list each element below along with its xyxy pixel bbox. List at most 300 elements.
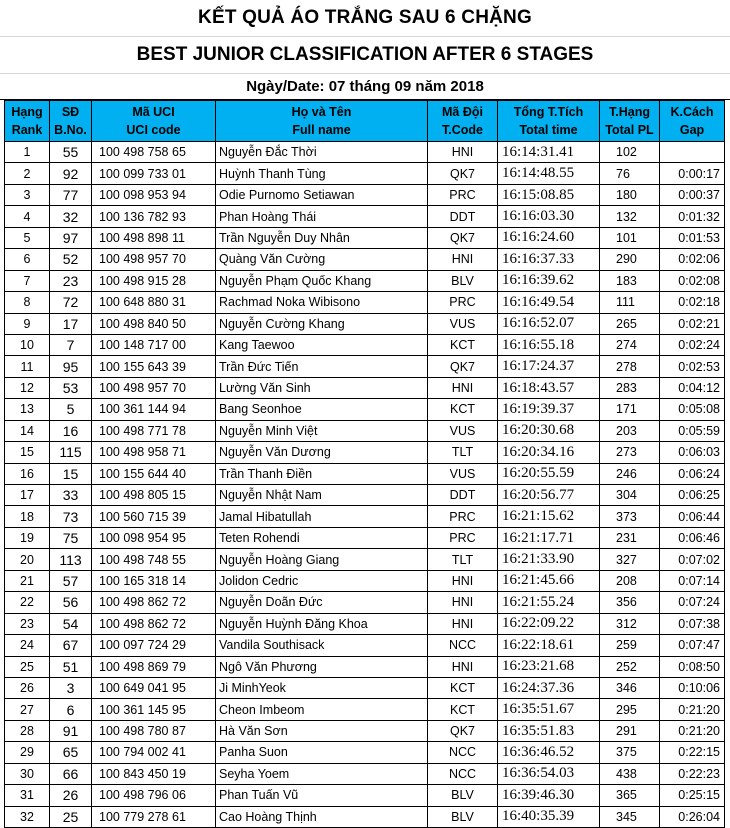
cell-time: 16:20:34.16 [498, 442, 600, 463]
cell-team: DDT [428, 206, 498, 227]
cell-name: Nguyễn Nhật Nam [216, 485, 428, 506]
cell-rank: 12 [5, 377, 50, 398]
cell-time: 16:20:30.68 [498, 420, 600, 441]
cell-name: Seyha Yoem [216, 763, 428, 784]
cell-pl: 290 [600, 249, 660, 270]
cell-gap [660, 142, 725, 163]
cell-pl: 76 [600, 163, 660, 184]
table-row [5, 570, 725, 591]
col-header-gap: K.Cách Gap [660, 101, 725, 142]
cell-team: PRC [428, 184, 498, 205]
cell-uci: 100 649 041 95 [92, 677, 216, 698]
cell-pl: 346 [600, 677, 660, 698]
cell-pl: 132 [600, 206, 660, 227]
cell-bno: 16 [50, 420, 92, 441]
cell-pl: 345 [600, 806, 660, 827]
cell-team: PRC [428, 506, 498, 527]
table-body [5, 142, 725, 828]
cell-bno: 95 [50, 356, 92, 377]
cell-uci: 100 361 145 95 [92, 699, 216, 720]
cell-bno: 25 [50, 806, 92, 827]
cell-uci: 100 498 957 70 [92, 377, 216, 398]
cell-pl: 283 [600, 377, 660, 398]
cell-team: TLT [428, 442, 498, 463]
cell-team: PRC [428, 527, 498, 548]
cell-time: 16:21:17.71 [498, 527, 600, 548]
cell-uci: 100 361 144 94 [92, 399, 216, 420]
table-row [5, 206, 725, 227]
cell-gap: 0:07:38 [660, 613, 725, 634]
col-header-name: Họ và Tên Full name [216, 101, 428, 142]
cell-gap: 0:06:25 [660, 485, 725, 506]
table-row [5, 656, 725, 677]
cell-name: Ji MinhYeok [216, 677, 428, 698]
cell-time: 16:16:37.33 [498, 249, 600, 270]
cell-pl: 252 [600, 656, 660, 677]
cell-gap: 0:22:23 [660, 763, 725, 784]
cell-time: 16:24:37.36 [498, 677, 600, 698]
table-row [5, 292, 725, 313]
cell-rank: 19 [5, 527, 50, 548]
cell-uci: 100 498 748 55 [92, 549, 216, 570]
cell-name: Trần Thanh Điền [216, 463, 428, 484]
cell-uci: 100 148 717 00 [92, 334, 216, 355]
table-row [5, 763, 725, 784]
cell-time: 16:20:55.59 [498, 463, 600, 484]
cell-team: BLV [428, 270, 498, 291]
cell-bno: 3 [50, 677, 92, 698]
cell-gap: 0:06:44 [660, 506, 725, 527]
cell-bno: 23 [50, 270, 92, 291]
cell-name: Phan Tuấn Vũ [216, 785, 428, 806]
cell-time: 16:40:35.39 [498, 806, 600, 827]
cell-bno: 56 [50, 592, 92, 613]
cell-uci: 100 779 278 61 [92, 806, 216, 827]
cell-team: HNI [428, 613, 498, 634]
cell-bno: 77 [50, 184, 92, 205]
cell-time: 16:21:45.66 [498, 570, 600, 591]
cell-team: HNI [428, 249, 498, 270]
cell-name: Kang Taewoo [216, 334, 428, 355]
cell-team: QK7 [428, 720, 498, 741]
cell-time: 16:22:09.22 [498, 613, 600, 634]
cell-time: 16:22:18.61 [498, 635, 600, 656]
cell-bno: 5 [50, 399, 92, 420]
cell-pl: 375 [600, 742, 660, 763]
cell-name: Nguyễn Phạm Quốc Khang [216, 270, 428, 291]
cell-uci: 100 498 805 15 [92, 485, 216, 506]
cell-rank: 29 [5, 742, 50, 763]
cell-pl: 231 [600, 527, 660, 548]
cell-time: 16:18:43.57 [498, 377, 600, 398]
col-header-rank: Hạng Rank [5, 101, 50, 142]
cell-bno: 97 [50, 227, 92, 248]
cell-pl: 304 [600, 485, 660, 506]
cell-bno: 52 [50, 249, 92, 270]
cell-uci: 100 498 862 72 [92, 613, 216, 634]
cell-pl: 259 [600, 635, 660, 656]
cell-uci: 100 155 643 39 [92, 356, 216, 377]
cell-gap: 0:00:37 [660, 184, 725, 205]
cell-uci: 100 498 796 06 [92, 785, 216, 806]
cell-name: Nguyễn Huỳnh Đăng Khoa [216, 613, 428, 634]
cell-time: 16:17:24.37 [498, 356, 600, 377]
cell-time: 16:15:08.85 [498, 184, 600, 205]
cell-name: Panha Suon [216, 742, 428, 763]
cell-gap: 0:26:04 [660, 806, 725, 827]
cell-name: Nguyễn Minh Việt [216, 420, 428, 441]
cell-rank: 26 [5, 677, 50, 698]
cell-uci: 100 498 957 70 [92, 249, 216, 270]
cell-uci: 100 498 958 71 [92, 442, 216, 463]
cell-gap: 0:21:20 [660, 720, 725, 741]
cell-bno: 15 [50, 463, 92, 484]
cell-gap: 0:00:17 [660, 163, 725, 184]
cell-uci: 100 843 450 19 [92, 763, 216, 784]
table-row [5, 334, 725, 355]
cell-pl: 274 [600, 334, 660, 355]
cell-pl: 312 [600, 613, 660, 634]
cell-uci: 100 498 898 11 [92, 227, 216, 248]
cell-uci: 100 648 880 31 [92, 292, 216, 313]
table-row [5, 506, 725, 527]
cell-bno: 7 [50, 334, 92, 355]
cell-gap: 0:02:08 [660, 270, 725, 291]
cell-gap: 0:01:32 [660, 206, 725, 227]
table-row [5, 485, 725, 506]
table-row [5, 806, 725, 827]
cell-rank: 28 [5, 720, 50, 741]
cell-team: KCT [428, 399, 498, 420]
cell-pl: 356 [600, 592, 660, 613]
table-row [5, 227, 725, 248]
cell-pl: 373 [600, 506, 660, 527]
cell-bno: 73 [50, 506, 92, 527]
table-row [5, 592, 725, 613]
cell-rank: 14 [5, 420, 50, 441]
cell-rank: 20 [5, 549, 50, 570]
cell-pl: 102 [600, 142, 660, 163]
cell-team: BLV [428, 806, 498, 827]
cell-rank: 25 [5, 656, 50, 677]
header-row [5, 101, 725, 142]
cell-rank: 21 [5, 570, 50, 591]
cell-team: VUS [428, 313, 498, 334]
cell-rank: 24 [5, 635, 50, 656]
cell-rank: 32 [5, 806, 50, 827]
cell-gap: 0:02:21 [660, 313, 725, 334]
cell-gap: 0:21:20 [660, 699, 725, 720]
cell-team: NCC [428, 763, 498, 784]
cell-pl: 101 [600, 227, 660, 248]
cell-gap: 0:02:53 [660, 356, 725, 377]
cell-team: BLV [428, 785, 498, 806]
cell-name: Nguyễn Doãn Đức [216, 592, 428, 613]
cell-bno: 32 [50, 206, 92, 227]
table-row [5, 742, 725, 763]
cell-bno: 17 [50, 313, 92, 334]
cell-gap: 0:06:46 [660, 527, 725, 548]
cell-bno: 26 [50, 785, 92, 806]
cell-time: 16:16:03.30 [498, 206, 600, 227]
cell-team: HNI [428, 592, 498, 613]
cell-name: Lường Văn Sinh [216, 377, 428, 398]
cell-uci: 100 498 862 72 [92, 592, 216, 613]
cell-uci: 100 097 724 29 [92, 635, 216, 656]
table-row [5, 677, 725, 698]
cell-team: PRC [428, 292, 498, 313]
classification-table [4, 100, 725, 828]
cell-rank: 11 [5, 356, 50, 377]
cell-gap: 0:06:24 [660, 463, 725, 484]
cell-bno: 91 [50, 720, 92, 741]
cell-pl: 278 [600, 356, 660, 377]
table-row [5, 699, 725, 720]
cell-rank: 10 [5, 334, 50, 355]
table-row [5, 785, 725, 806]
table-row [5, 420, 725, 441]
table-row [5, 142, 725, 163]
cell-time: 16:35:51.83 [498, 720, 600, 741]
table-row [5, 163, 725, 184]
cell-rank: 9 [5, 313, 50, 334]
cell-time: 16:35:51.67 [498, 699, 600, 720]
cell-bno: 115 [50, 442, 92, 463]
cell-rank: 2 [5, 163, 50, 184]
cell-pl: 291 [600, 720, 660, 741]
cell-time: 16:16:49.54 [498, 292, 600, 313]
cell-time: 16:14:31.41 [498, 142, 600, 163]
cell-team: QK7 [428, 356, 498, 377]
cell-rank: 30 [5, 763, 50, 784]
cell-gap: 0:02:18 [660, 292, 725, 313]
cell-team: DDT [428, 485, 498, 506]
cell-gap: 0:07:14 [660, 570, 725, 591]
cell-rank: 4 [5, 206, 50, 227]
cell-name: Hà Văn Sơn [216, 720, 428, 741]
cell-uci: 100 098 954 95 [92, 527, 216, 548]
cell-bno: 75 [50, 527, 92, 548]
cell-gap: 0:22:15 [660, 742, 725, 763]
cell-name: Nguyễn Văn Dương [216, 442, 428, 463]
cell-rank: 17 [5, 485, 50, 506]
cell-gap: 0:04:12 [660, 377, 725, 398]
cell-time: 16:21:33.90 [498, 549, 600, 570]
table-row [5, 377, 725, 398]
cell-uci: 100 498 758 65 [92, 142, 216, 163]
cell-uci: 100 498 771 78 [92, 420, 216, 441]
cell-rank: 18 [5, 506, 50, 527]
cell-uci: 100 498 780 87 [92, 720, 216, 741]
table-row [5, 270, 725, 291]
col-header-pl: T.Hạng Total PL [600, 101, 660, 142]
cell-bno: 51 [50, 656, 92, 677]
cell-pl: 208 [600, 570, 660, 591]
cell-rank: 6 [5, 249, 50, 270]
cell-gap: 0:06:03 [660, 442, 725, 463]
cell-gap: 0:02:06 [660, 249, 725, 270]
cell-bno: 57 [50, 570, 92, 591]
cell-uci: 100 136 782 93 [92, 206, 216, 227]
table-row [5, 313, 725, 334]
cell-bno: 72 [50, 292, 92, 313]
cell-name: Cheon Imbeom [216, 699, 428, 720]
cell-gap: 0:05:08 [660, 399, 725, 420]
cell-time: 16:19:39.37 [498, 399, 600, 420]
cell-name: Teten Rohendi [216, 527, 428, 548]
cell-time: 16:39:46.30 [498, 785, 600, 806]
cell-time: 16:16:55.18 [498, 334, 600, 355]
cell-name: Odie Purnomo Setiawan [216, 184, 428, 205]
cell-uci: 100 498 915 28 [92, 270, 216, 291]
cell-team: QK7 [428, 163, 498, 184]
date-line: Ngày/Date: 07 tháng 09 năm 2018 [0, 74, 730, 100]
col-header-team: Mã Đội T.Code [428, 101, 498, 142]
page-subtitle: BEST JUNIOR CLASSIFICATION AFTER 6 STAGES [0, 37, 730, 74]
cell-pl: 111 [600, 292, 660, 313]
table-row [5, 184, 725, 205]
cell-pl: 365 [600, 785, 660, 806]
cell-name: Cao Hoàng Thịnh [216, 806, 428, 827]
cell-team: HNI [428, 142, 498, 163]
cell-pl: 180 [600, 184, 660, 205]
table-row [5, 463, 725, 484]
col-header-time: Tổng T.Tích Total time [498, 101, 600, 142]
cell-gap: 0:07:02 [660, 549, 725, 570]
table-row [5, 442, 725, 463]
cell-name: Nguyễn Đắc Thời [216, 142, 428, 163]
cell-rank: 7 [5, 270, 50, 291]
cell-name: Jolidon Cedric [216, 570, 428, 591]
col-header-uci: Mã UCI UCI code [92, 101, 216, 142]
cell-name: Trần Nguyễn Duy Nhân [216, 227, 428, 248]
cell-uci: 100 498 840 50 [92, 313, 216, 334]
cell-time: 16:23:21.68 [498, 656, 600, 677]
table-row [5, 356, 725, 377]
col-header-bno: SĐ B.No. [50, 101, 92, 142]
cell-team: HNI [428, 656, 498, 677]
page-title: KẾT QUẢ ÁO TRẮNG SAU 6 CHẶNG [0, 0, 730, 37]
cell-bno: 66 [50, 763, 92, 784]
cell-gap: 0:01:53 [660, 227, 725, 248]
table-row [5, 249, 725, 270]
cell-name: Bang Seonhoe [216, 399, 428, 420]
cell-bno: 6 [50, 699, 92, 720]
cell-team: KCT [428, 677, 498, 698]
cell-rank: 16 [5, 463, 50, 484]
cell-name: Rachmad Noka Wibisono [216, 292, 428, 313]
cell-time: 16:14:48.55 [498, 163, 600, 184]
cell-name: Jamal Hibatullah [216, 506, 428, 527]
table-row [5, 720, 725, 741]
cell-bno: 92 [50, 163, 92, 184]
cell-team: VUS [428, 463, 498, 484]
cell-team: TLT [428, 549, 498, 570]
cell-name: Vandila Southisack [216, 635, 428, 656]
cell-pl: 265 [600, 313, 660, 334]
cell-name: Ngô Văn Phương [216, 656, 428, 677]
cell-team: NCC [428, 742, 498, 763]
cell-time: 16:16:52.07 [498, 313, 600, 334]
cell-bno: 113 [50, 549, 92, 570]
table-row [5, 399, 725, 420]
cell-time: 16:21:15.62 [498, 506, 600, 527]
cell-rank: 1 [5, 142, 50, 163]
cell-name: Quàng Văn Cường [216, 249, 428, 270]
cell-team: KCT [428, 334, 498, 355]
cell-rank: 23 [5, 613, 50, 634]
cell-bno: 67 [50, 635, 92, 656]
cell-bno: 54 [50, 613, 92, 634]
cell-uci: 100 155 644 40 [92, 463, 216, 484]
table-row [5, 635, 725, 656]
cell-time: 16:36:46.52 [498, 742, 600, 763]
cell-rank: 27 [5, 699, 50, 720]
cell-pl: 183 [600, 270, 660, 291]
cell-bno: 33 [50, 485, 92, 506]
cell-time: 16:16:39.62 [498, 270, 600, 291]
cell-team: NCC [428, 635, 498, 656]
cell-rank: 5 [5, 227, 50, 248]
cell-uci: 100 794 002 41 [92, 742, 216, 763]
cell-bno: 65 [50, 742, 92, 763]
cell-team: HNI [428, 570, 498, 591]
cell-team: QK7 [428, 227, 498, 248]
cell-gap: 0:05:59 [660, 420, 725, 441]
cell-gap: 0:07:24 [660, 592, 725, 613]
cell-time: 16:16:24.60 [498, 227, 600, 248]
table-row [5, 613, 725, 634]
cell-team: VUS [428, 420, 498, 441]
cell-uci: 100 560 715 39 [92, 506, 216, 527]
cell-gap: 0:07:47 [660, 635, 725, 656]
cell-name: Trần Đức Tiến [216, 356, 428, 377]
cell-pl: 171 [600, 399, 660, 420]
cell-bno: 53 [50, 377, 92, 398]
cell-gap: 0:08:50 [660, 656, 725, 677]
cell-pl: 438 [600, 763, 660, 784]
cell-team: KCT [428, 699, 498, 720]
cell-rank: 13 [5, 399, 50, 420]
cell-uci: 100 099 733 01 [92, 163, 216, 184]
cell-uci: 100 098 953 94 [92, 184, 216, 205]
cell-gap: 0:10:06 [660, 677, 725, 698]
cell-rank: 22 [5, 592, 50, 613]
cell-pl: 327 [600, 549, 660, 570]
cell-pl: 246 [600, 463, 660, 484]
cell-rank: 15 [5, 442, 50, 463]
cell-gap: 0:25:15 [660, 785, 725, 806]
table-row [5, 527, 725, 548]
cell-pl: 273 [600, 442, 660, 463]
cell-name: Nguyễn Cường Khang [216, 313, 428, 334]
cell-pl: 295 [600, 699, 660, 720]
table-row [5, 549, 725, 570]
cell-time: 16:21:55.24 [498, 592, 600, 613]
cell-time: 16:36:54.03 [498, 763, 600, 784]
cell-rank: 31 [5, 785, 50, 806]
cell-rank: 8 [5, 292, 50, 313]
cell-name: Huỳnh Thanh Tùng [216, 163, 428, 184]
cell-pl: 203 [600, 420, 660, 441]
cell-time: 16:20:56.77 [498, 485, 600, 506]
cell-team: HNI [428, 377, 498, 398]
cell-name: Phan Hoàng Thái [216, 206, 428, 227]
cell-name: Nguyễn Hoàng Giang [216, 549, 428, 570]
cell-bno: 55 [50, 142, 92, 163]
cell-uci: 100 498 869 79 [92, 656, 216, 677]
cell-rank: 3 [5, 184, 50, 205]
